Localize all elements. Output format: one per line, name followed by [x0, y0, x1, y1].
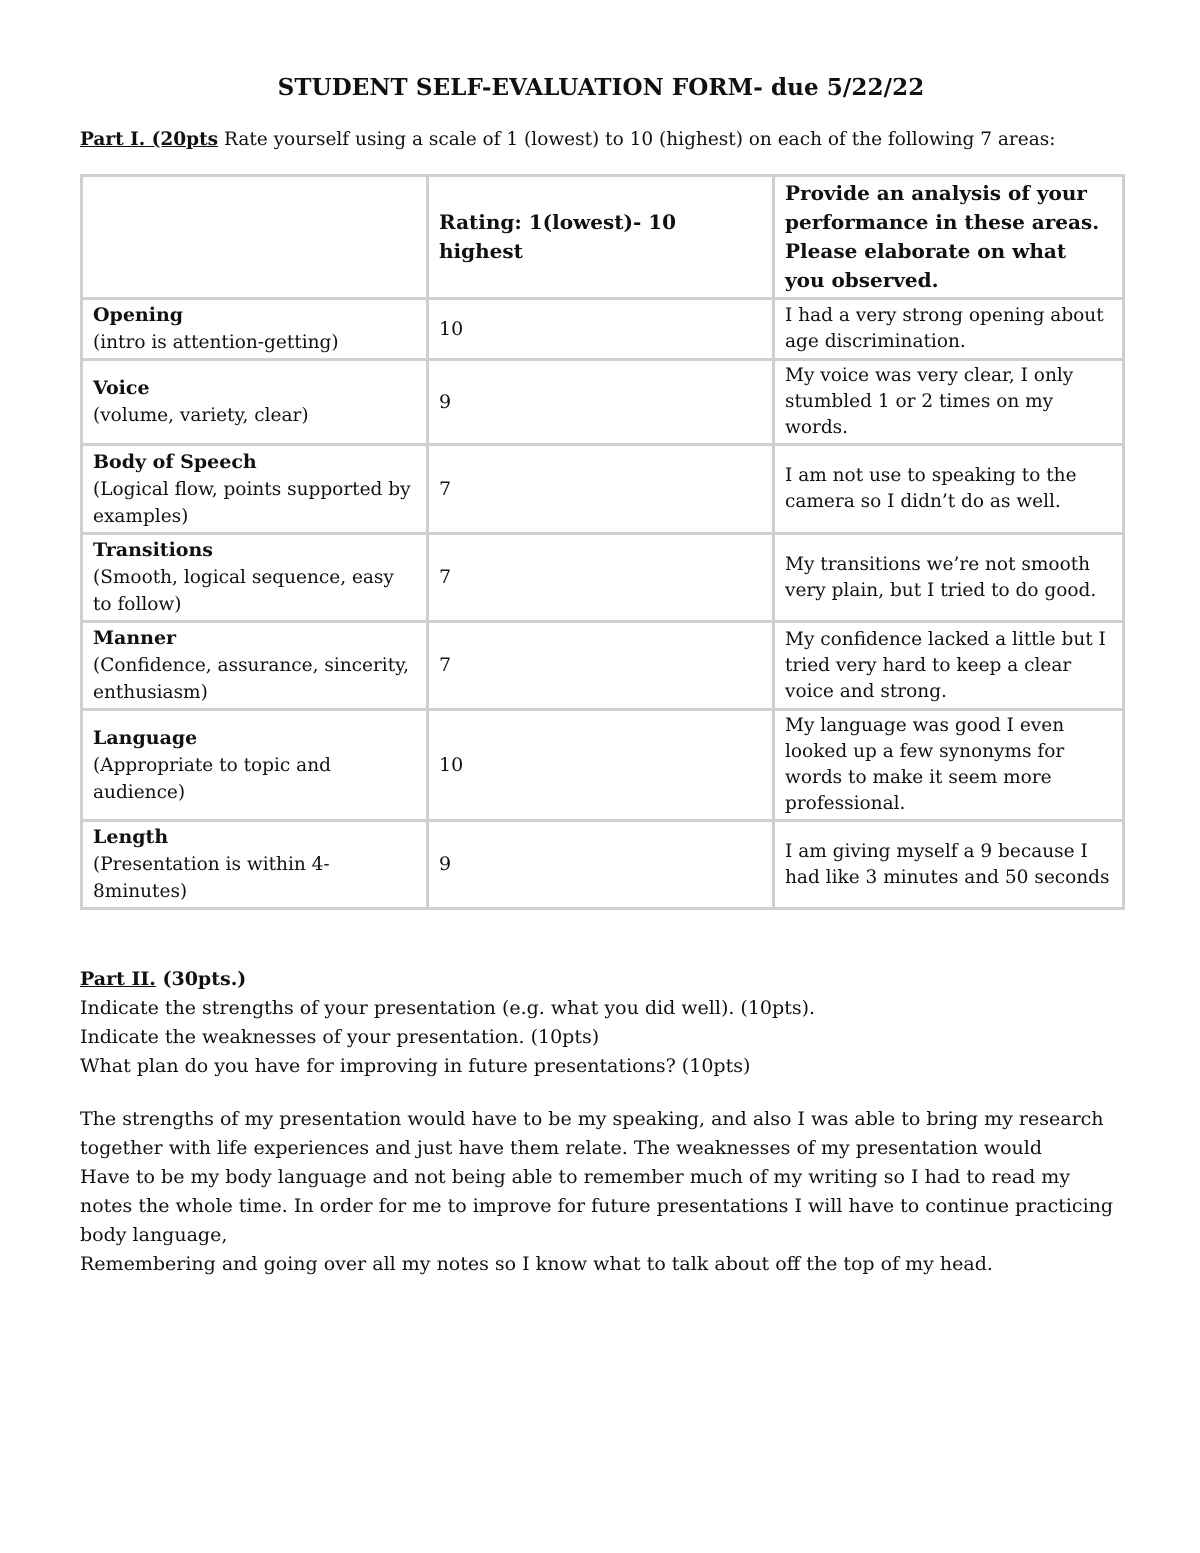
criterion-cell [82, 622, 428, 710]
criterion-name: Length [93, 826, 169, 848]
part2-label: Part II. [80, 968, 156, 990]
response-paragraph: Remembering and going over all my notes so I know what to talk about off the top of my head. [80, 1253, 993, 1275]
criterion-cell [82, 534, 428, 622]
part2-points: (30pts.) [155, 968, 247, 990]
criterion-description: (Smooth, logical sequence, easy to follow) [93, 567, 394, 615]
rating-cell: 10 [428, 710, 774, 821]
criterion-description: (Appropriate to topic and audience) [93, 754, 331, 803]
table-row [82, 360, 1124, 445]
part2-heading [80, 965, 1122, 994]
analysis-cell: My transitions we’re not smooth very plain, but I tried to do good. [774, 534, 1124, 622]
criterion-description: (Confidence, assurance, sincerity, enthusiasm) [93, 655, 410, 703]
response-paragraph: The strengths of my presentation would have to be my speaking, and also I was able to bring my research together with life experiences and just have them relate. The weaknesses of my presentation would [80, 1108, 1104, 1159]
rating-cell: 10 [428, 299, 774, 360]
part2-response [80, 1105, 1122, 1279]
form-title: STUDENT SELF-EVALUATION FORM- due 5/22/22 [277, 74, 925, 101]
criterion-cell [82, 299, 428, 360]
part1-label: Part I. (20pts [80, 129, 219, 150]
header-rating: Rating: 1(lowest)- 10 highest [428, 176, 774, 299]
criterion-name: Transitions [93, 539, 213, 561]
table-row [82, 622, 1124, 710]
table-row [82, 299, 1124, 360]
rating-table [80, 174, 1125, 910]
part1-instructions [80, 129, 1122, 150]
criterion-description: (volume, variety, clear) [93, 405, 309, 426]
analysis-cell: I am not use to speaking to the camera so I didn’t do as well. [774, 445, 1124, 534]
analysis-cell: I had a very strong opening about age discrimination. [774, 299, 1124, 360]
table-row [82, 534, 1124, 622]
part2-question: Indicate the weaknesses of your presentation. (10pts) [80, 1026, 600, 1048]
criterion-cell [82, 360, 428, 445]
criterion-cell [82, 710, 428, 821]
table-row [82, 821, 1124, 909]
analysis-cell: My language was good I even looked up a few synonyms for words to make it seem more professional. [774, 710, 1124, 821]
document-page [80, 74, 1122, 1279]
criterion-name: Voice [93, 377, 150, 399]
criterion-description: (Presentation is within 4-8minutes) [93, 854, 330, 902]
table-header-row [82, 176, 1124, 299]
part2-question: What plan do you have for improving in future presentations? (10pts) [80, 1055, 751, 1077]
table-row [82, 445, 1124, 534]
table-row [82, 710, 1124, 821]
header-analysis: Provide an analysis of your performance in these areas. Please elaborate on what you observed. [774, 176, 1124, 299]
part2-section [80, 965, 1122, 1081]
criterion-cell [82, 821, 428, 909]
rating-cell: 9 [428, 821, 774, 909]
rating-cell: 7 [428, 534, 774, 622]
part1-instruction-text: Rate yourself using a scale of 1 (lowest) to 10 (highest) on each of the following 7 areas: [218, 129, 1056, 150]
criterion-name: Language [93, 726, 198, 749]
part2-question: Indicate the strengths of your presentation (e.g. what you did well). (10pts). [80, 997, 816, 1019]
rating-cell: 7 [428, 622, 774, 710]
criterion-name: Body of Speech [93, 450, 257, 473]
analysis-cell: I am giving myself a 9 because I had like 3 minutes and 50 seconds [774, 821, 1124, 909]
criterion-name: Manner [93, 627, 177, 649]
criterion-description: (intro is attention-getting) [93, 332, 339, 353]
rating-cell: 7 [428, 445, 774, 534]
header-criterion [82, 176, 428, 299]
rating-cell: 9 [428, 360, 774, 445]
analysis-cell: My confidence lacked a little but I tried very hard to keep a clear voice and strong. [774, 622, 1124, 710]
response-paragraph: Have to be my body language and not being able to remember much of my writing so I had to read my notes the whole time. In order for me to improve for future presentations I will have to continue practicing body language, [80, 1166, 1114, 1246]
criterion-cell [82, 445, 428, 534]
analysis-cell: My voice was very clear, I only stumbled 1 or 2 times on my words. [774, 360, 1124, 445]
criterion-description: (Logical flow, points supported by examples) [93, 478, 411, 527]
criterion-name: Opening [93, 304, 184, 326]
